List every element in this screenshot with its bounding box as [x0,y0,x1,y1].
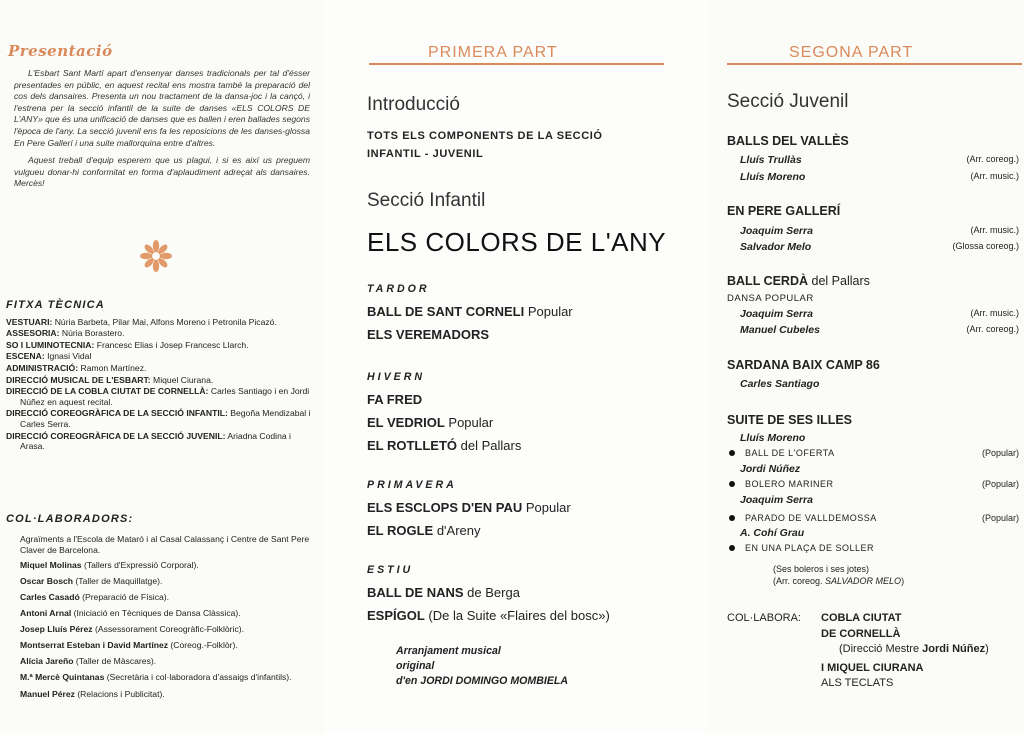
dance-name: BALL DE SANT CORNELI [367,304,525,319]
program-blocks [709,132,1022,732]
dance-name: FA FRED [367,392,423,407]
balls-del-valles-title: BALLS DEL VALLÈS [727,134,849,148]
dance-name: ESPÍGOL [367,607,425,623]
person-name: Joaquim Serra [740,225,813,237]
collab-row-note: (Iniciació en Tècniques de Dansa Clàssica). [71,607,241,618]
collabora-dir-end: ) [985,643,989,655]
collabora-label: COL·LABORA: [727,612,801,624]
dance-item [367,389,521,412]
fitxa-row [6,351,316,362]
primera-part-rule [369,63,664,65]
collabora-line-1: COBLA CIUTAT [821,612,902,624]
collab-row-note: (Taller de Maquillatge). [73,576,163,586]
en-pere-galleri-title: EN PERE GALLERÍ [727,204,841,218]
intro-line-1: TOTS ELS COMPONENTS DE LA SECCIÓ [367,130,603,142]
collab-intro: Agraïments a l'Escola de Mataró i al Casal Calassanç i Centre de Sant Pere Claver de Barcelona. [20,533,310,555]
collab-row-name: Manuel Pérez [20,688,75,699]
fitxa-row-value: Ramon Martínez. [80,362,147,373]
main-title: ELS COLORS DE L'ANY [367,227,667,257]
ball-cerda-title [727,274,870,288]
collab-row-note: (Tallers d'Expressió Corporal). [81,560,199,571]
person-name: Salvador Melo [740,241,812,253]
note-text: (Arr. coreog. [773,575,826,586]
fitxa-row-value: Ariadna Codina i Arasa. [20,430,291,452]
collab-row-note: (Secretària i col·laboradora d'assaigs d'infantils). [104,672,292,683]
dance-item [367,605,610,628]
person-role: (Arr. music.) [970,171,1019,181]
fitxa-row-label: VESTUARI: [6,316,53,327]
note-name: SALVADOR MELO [825,575,902,586]
fitxa-row-label: DIRECCIÓ COREOGRÀFICA DE LA SECCIÓ JUVENIL: [6,430,226,441]
person-role: (Arr. coreog.) [966,154,1019,164]
person-role: (Arr. music.) [970,308,1019,318]
primera-part-title: PRIMERA PART [428,44,558,61]
suite-item-role: (Popular) [981,479,1019,489]
fitxa-row [6,317,316,328]
dance-origin: Popular [522,500,571,515]
suite-note-line-1: (Ses boleros i ses jotes) [773,564,870,574]
suite-note [773,564,904,587]
dance-origin: de Berga [463,585,520,600]
dance-name: EL VEDRIOL [367,414,445,430]
suite-item-label: PARADO DE VALLDEMOSSA [745,513,877,523]
fitxa-row [6,375,316,386]
left-panel [0,0,324,733]
dance-origin: Popular [444,414,494,430]
segona-part-rule [727,63,1022,65]
presentacio-paragraph-2: Aquest treball d'equip esperem que us plagui, i si es així us preguem vulgueu donar-hi conformitat en forma d'aplaudiment adreçat als dansaires. Mercès! [14,155,310,189]
ball-cerda-title-rest: del Pallars [808,274,870,288]
dance-item [367,435,521,458]
seccio-juvenil-heading: Secció Juvenil [727,91,849,112]
fitxa-row-label: ESCENA: [6,351,45,362]
collabora-dir-text: (Direcció Mestre [839,643,923,655]
fitxa-row [6,340,316,351]
collab-rows [6,558,316,703]
collab-row-name: Oscar Bosch [20,576,74,586]
person-role: (Arr. music.) [970,225,1019,235]
person-name: Lluís Moreno [740,432,806,444]
collaboradors [6,512,316,703]
presentacio-text [14,68,310,196]
collab-row-note: (Preparació de Física). [79,591,170,602]
sardana-title: SARDANA BAIX CAMP 86 [727,358,880,372]
collab-row [6,590,316,606]
person-name: A. Cohí Grau [740,527,805,539]
collab-row-name: M.ª Mercè Quintanas [20,672,105,683]
fitxa-row-value: Núria Borastero. [61,328,125,339]
collab-row-name: Carles Casadó [20,591,80,602]
dance-item [367,582,610,605]
person-name: Joaquim Serra [740,494,813,506]
collab-row-name: Alícia Jareño [20,655,74,666]
dance-origin: del Pallars [457,437,522,453]
fitxa-row [6,363,316,374]
dance-name: EL ROGLE [367,522,434,538]
collab-row-name: Antoni Arnal [20,607,72,618]
right-panel [709,0,1024,733]
person-name: Manuel Cubeles [740,324,820,336]
introduccio-heading: Introducció [367,94,460,115]
collab-title: COL·LABORADORS: [6,513,134,525]
suite-item-role: (Popular) [981,448,1019,458]
collabora-line-3 [821,642,1021,658]
collab-row-note: (Taller de Màscares). [73,655,157,666]
season-block [367,371,521,457]
collabora-dir-name: Jordi Núñez [922,643,986,655]
collab-row [6,606,316,622]
fitxa-row-value: Miquel Ciurana. [153,374,214,385]
fitxa-row-label: ASSESORIA: [6,328,60,339]
person-role: (Arr. coreog.) [966,324,1019,334]
arranjament-line-3: d'en JORDI DOMINGO MOMBIELA [396,675,569,687]
dance-name: EL ROTLLETÓ [367,437,458,453]
suite-item-label: BALL DE L'OFERTA [745,448,835,458]
fitxa-row-value: Ignasi Vidal [47,351,92,362]
fitxa-row [6,328,316,339]
segona-part-title: SEGONA PART [789,44,914,61]
collab-row-name: Montserrat Esteban i David Martínez [20,639,169,650]
collab-row-note: (Relacions i Publicitat). [74,688,165,699]
collabora-line-4: I MIQUEL CIURANA [821,661,924,674]
ball-cerda-title-bold: BALL CERDÀ [727,274,809,288]
collab-row-note: (Assessorament Coreogràfic-Folklòric). [92,623,244,634]
person-name: Joaquim Serra [740,308,813,320]
fitxa-row-label: SO I LUMINOTECNIA: [6,339,95,350]
person-name: Jordi Núñez [740,463,801,475]
fitxa-rows [6,317,316,452]
season-heading: ESTIU [367,564,414,576]
collab-row-name: Miquel Molinas [20,560,82,571]
person-name: Lluís Moreno [740,171,806,183]
season-heading: PRIMAVERA [367,479,457,491]
suite-item-role: (Popular) [981,513,1019,523]
season-block [367,479,571,543]
fitxa-row-label: ADMINISTRACIÓ: [6,362,79,373]
collab-row [6,672,316,683]
seccio-infantil-heading: Secció Infantil [367,190,486,211]
bullet-icon [729,481,735,487]
fitxa-row-value: Carles Santiago i en Jordi Núñez en aquest recital. [20,386,310,407]
note-text-end: ) [901,575,905,586]
dance-name: ELS VEREMADORS [367,326,490,342]
bullet-icon [729,545,735,551]
dance-item [367,497,571,520]
suite-item-label: BOLERO MARINER [745,479,834,489]
collabora-line-2: DE CORNELLÀ [821,627,901,640]
collab-row [6,558,316,574]
fitxa-title: FITXA TÈCNICA [6,299,105,311]
fitxa-tecnica [6,300,316,453]
dance-origin: (De la Suite «Flaires del bosc») [424,607,610,623]
collabora-line-5: ALS TECLATS [821,677,894,689]
presentacio-title: Presentació [8,42,113,60]
arranjament-line-1: Arranjament musical [396,645,501,657]
season-block [367,283,573,347]
middle-panel [324,0,709,733]
presentacio-paragraph-1: L'Esbart Sant Martí apart d'ensenyar danses tradicionals per tal d'ésser presentades en públic, en aquest recital ens mostra també la preparació del cos dels dansaires. Presenta un nou tractament de la dansa-joc i la cançó, i l'estrena per la secció infantil de la suite de danses «ELS COLORS DE L'ANY» que és una unificació de danses que es ballen i eren ballades segons l'època de l'any. La secció juvenil ens fa les reposicions de les danses-glossa En Pere Gallerí i una suite mallorquina entre d'altres. [14,68,310,148]
arranjament [396,644,568,689]
bullet-icon [729,515,735,521]
dance-name: ELS ESCLOPS D'EN PAU [367,500,523,515]
fitxa-row [6,386,316,407]
collab-row-note: (Coreog.-Folklòr). [168,639,238,650]
season-block [367,564,610,628]
collab-row-name: Josep Lluís Pérez [20,623,93,634]
dance-origin: Popular [524,304,573,319]
person-role: (Glossa coreog.) [952,241,1019,251]
dance-item [367,301,573,324]
person-name: Carles Santiago [740,378,820,390]
dance-name: BALL DE NANS [367,585,464,600]
collab-row [6,574,316,590]
arranjament-line-2: original [396,660,435,672]
fitxa-row-label: DIRECCIÓ MUSICAL DE L'ESBART: [6,374,151,385]
collab-row [6,622,316,638]
bullet-icon [729,450,735,456]
dance-item [367,324,573,347]
collab-row [6,687,316,703]
dance-item [367,412,521,435]
fitxa-row [6,431,316,452]
season-heading: TARDOR [367,283,430,295]
dance-origin: d'Areny [433,522,481,538]
dance-item [367,520,571,543]
fitxa-row-value: Núria Barbeta, Pilar Mai, Alfons Moreno i Petronila Picazó. [54,316,277,327]
suite-item-label: EN UNA PLAÇA DE SOLLER [745,543,875,553]
fitxa-row [6,408,316,429]
dansa-popular-label: DANSA POPULAR [727,293,814,304]
fitxa-row-value: Francesc Elias i Josep Francesc Llarch. [96,339,249,350]
flower-ornament-icon [140,240,172,272]
collab-row [6,638,316,654]
season-heading: HIVERN [367,371,426,383]
person-name: Lluís Trullàs [740,154,802,166]
suite-de-ses-illes-title: SUITE DE SES ILLES [727,413,853,427]
collabora-content [821,611,1021,692]
collab-row [6,654,316,670]
fitxa-row-label: DIRECCIÓ DE LA COBLA CIUTAT DE CORNELLÀ: [6,386,209,397]
intro-line-2: INFANTIL - JUVENIL [367,148,484,160]
suite-note-line-2 [773,576,904,588]
fitxa-row-label: DIRECCIÓ COREOGRÀFICA DE LA SECCIÓ INFANTIL: [6,408,228,419]
fitxa-row-value: Begoña Mendizabal i Carles Serra. [20,408,311,429]
